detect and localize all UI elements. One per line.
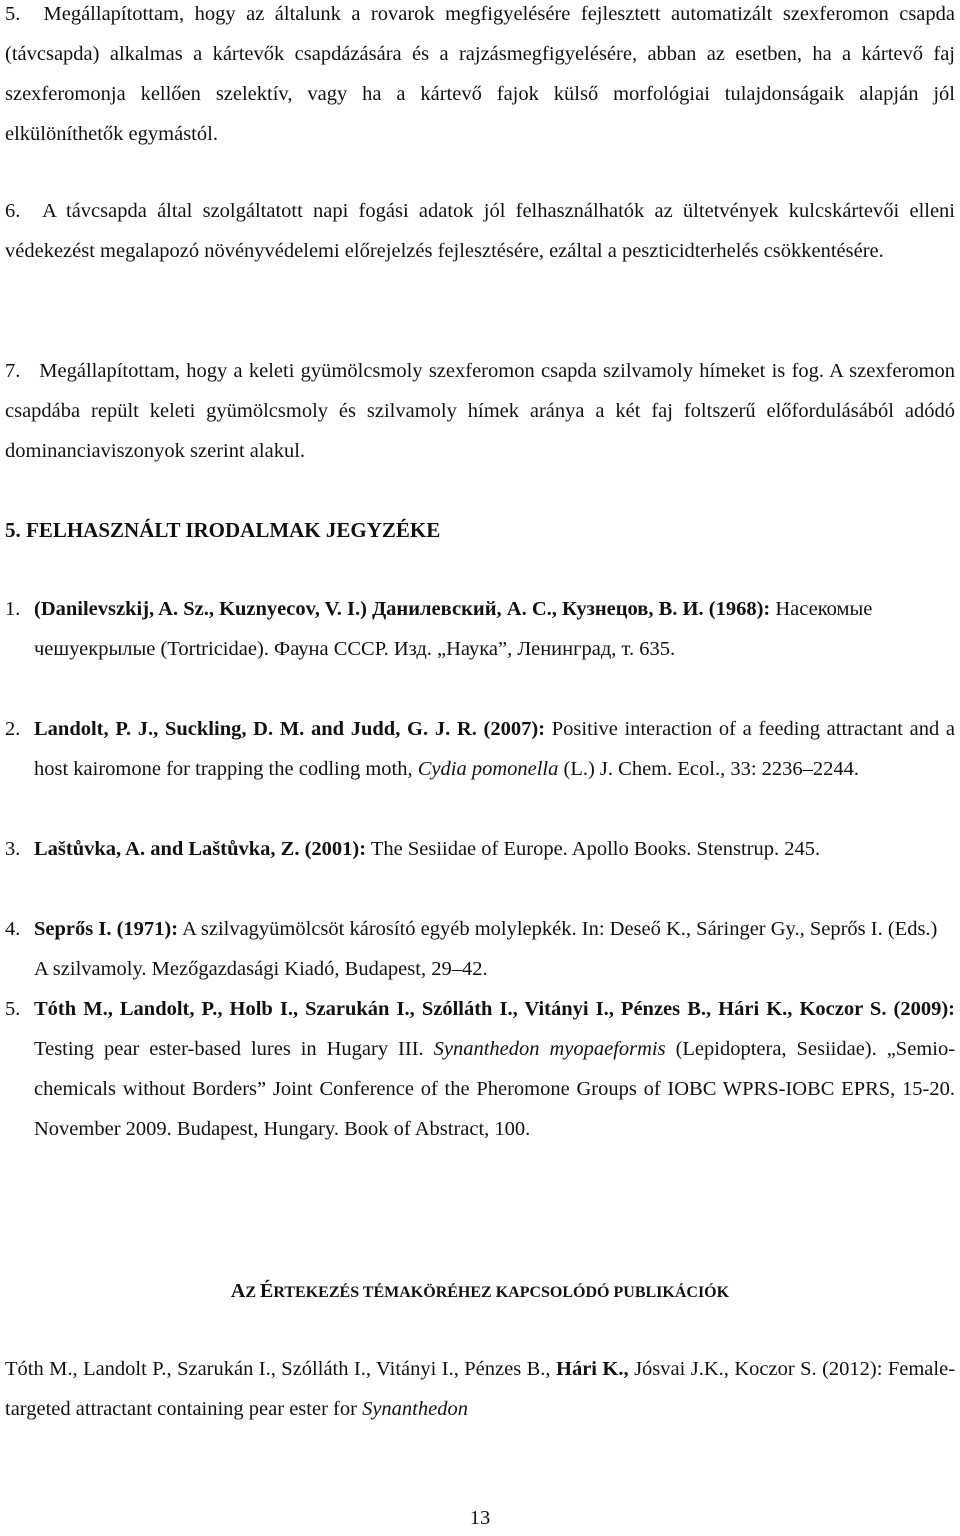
reference-text: Насекомые чешуекрылые (Tortricidae). Фауна СССР. Изд. „Наука”, Ленинград, т. 635. bbox=[34, 598, 873, 660]
heading-part: Z bbox=[245, 1284, 261, 1301]
conclusion-7 bbox=[5, 351, 955, 471]
reference-authors: Tóth M., Landolt, P., Holb I., Szarukán I., Szólláth I., Vitányi I., Pénzes B., Hári K., Koczor S. (2009): bbox=[34, 998, 955, 1020]
conclusion-label: 6. bbox=[5, 200, 21, 222]
reference-number: 2. bbox=[5, 718, 21, 740]
reference-text: Positive interaction of a feeding attractant and a host kairomone for trapping the codling moth, bbox=[34, 718, 956, 780]
reference-number: 3. bbox=[5, 838, 21, 860]
reference-authors: Landolt, P. J., Suckling, D. M. and Judd, G. J. R. (2007): bbox=[34, 718, 546, 740]
reference-2 bbox=[5, 709, 955, 789]
reference-number: 4. bbox=[5, 918, 21, 940]
publication-species: Synanthedon bbox=[362, 1398, 468, 1420]
reference-number: 1. bbox=[5, 598, 21, 620]
conclusion-text: Megállapítottam, hogy az általunk a rovarok megfigyelésére fejlesztett automatizált szexferomon csapda (távcsapda) alkalmas a kártevők csapdázására és a rajzásmegfigyelésére, abban az esetben, ha a kártevő faj szexferomonja kellően szelektív, vagy ha a kártevő fajok külső morfológiai tulajdonságaik alapján jól elkülöníthetők egymástól. bbox=[5, 3, 956, 145]
reference-source: (Lepidoptera, Sesiidae). „Semio-chemicals without Borders” Joint Conference of the Pheromone Groups of IOBC WPRS-IOBC EPRS, 15-20. November 2009. Budapest, Hungary. Book of Abstract, 100. bbox=[34, 1038, 956, 1140]
reference-text: A szilvagyümölcsöt károsító egyéb molylepkék. In: Deseő K., Sáringer Gy., Seprős I. (Eds.) A szilvamoly. Mezőgazdasági Kiadó, Budapest, 29–42. bbox=[34, 918, 938, 980]
reference-text: The Sesiidae of Europe. Apollo Books. Stenstrup. 245. bbox=[370, 838, 821, 860]
references-heading: 5. FELHASZNÁLT IRODALMAK JEGYZÉKE bbox=[5, 518, 441, 542]
reference-source: (L.) J. Chem. Ecol., 33: 2236–2244. bbox=[563, 758, 860, 780]
reference-species: Cydia pomonella bbox=[417, 758, 559, 780]
conclusion-label: 5. bbox=[5, 3, 21, 25]
reference-authors: Laštůvka, A. and Laštůvka, Z. (2001): bbox=[34, 838, 367, 860]
page-number: 13 bbox=[469, 1507, 491, 1529]
conclusion-text: A távcsapda által szolgáltatott napi fogási adatok jól felhasználhatók az ültetvények kulcskártevői elleni védekezést megalapozó növényvédelemi előrejelzés fejlesztésére, ezáltal a peszticidterhelés csökkentésére. bbox=[5, 200, 955, 262]
reference-species: Synanthedon myopaeformis bbox=[433, 1038, 666, 1060]
heading-initial: A bbox=[230, 1280, 246, 1302]
publication-text: Jósvai J.K., Koczor S. (2012): Female-targeted attractant containing pear ester for bbox=[5, 1358, 956, 1420]
reference-authors: Seprős I. (1971): bbox=[34, 918, 179, 940]
reference-5 bbox=[5, 989, 955, 1149]
conclusion-5 bbox=[5, 0, 955, 154]
publication-entry bbox=[5, 1349, 955, 1429]
publications-heading bbox=[0, 1271, 960, 1313]
reference-3 bbox=[5, 829, 955, 869]
reference-text: Testing pear ester-based lures in Hugary III. bbox=[34, 1038, 424, 1060]
conclusion-label: 7. bbox=[5, 360, 21, 382]
reference-number: 5. bbox=[5, 998, 21, 1020]
conclusion-text: Megállapítottam, hogy a keleti gyümölcsmoly szexferomon csapda szilvamoly hímeket is fog. A szexferomon csapdába repült keleti gyümölcsmoly és szilvamoly hímek aránya a két faj foltszerű előfordulásából adódó dominanciaviszonyok szerint alakul. bbox=[5, 360, 956, 462]
heading-part: RTEKEZÉS TÉMAKÖRÉHEZ KAPCSOLÓDÓ PUBLIKÁCIÓK bbox=[273, 1284, 730, 1301]
publication-authors: Tóth M., Landolt P., Szarukán I., Szólláth I., Vitányi I., Pénzes B., bbox=[5, 1358, 551, 1380]
reference-authors: (Danilevszkij, A. Sz., Kuznyecov, V. I.) Данилевский, А. С., Кузнецов, В. И. (1968): bbox=[34, 598, 771, 620]
heading-initial: É bbox=[260, 1280, 274, 1302]
publication-highlight-author: Hári K., bbox=[556, 1358, 629, 1380]
conclusion-6 bbox=[5, 191, 955, 271]
reference-4 bbox=[5, 909, 955, 989]
reference-1 bbox=[5, 589, 955, 669]
